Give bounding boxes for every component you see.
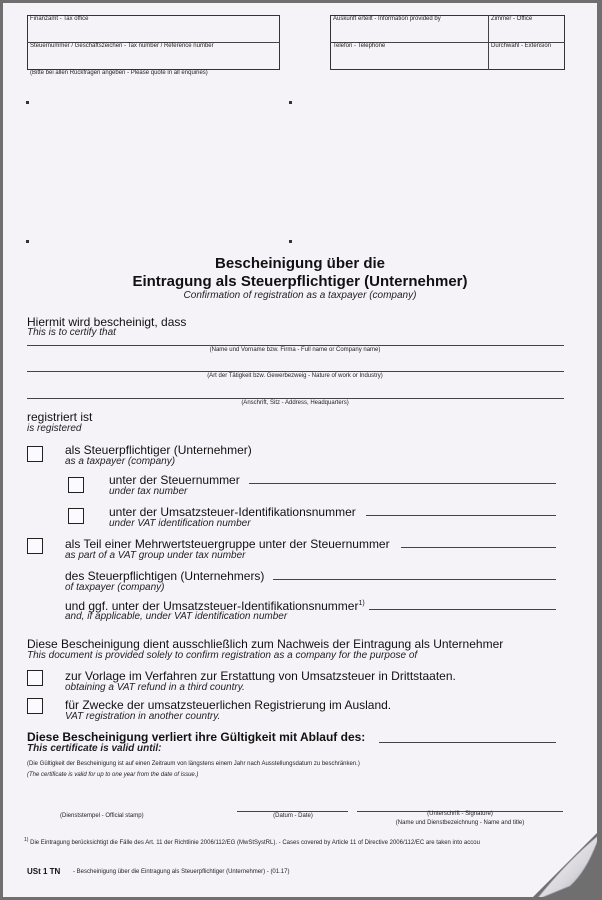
activity-field-label: (Art der Tätigkeit bzw. Gewerbezweig - Nature of work or Industry) — [207, 373, 383, 379]
validity-note-de: (Die Gültigkeit der Bescheinigung ist auf einen Zeitraum von längstens einem Jahr nach Ausstellungsdatum zu beschränken.) — [27, 761, 360, 767]
purpose-en: This document is provided solely to confirm registration as a company for the purpose of — [27, 650, 418, 661]
office-label: Zimmer - Office — [491, 16, 533, 22]
name-field-label: (Name und Vorname bzw. Firma - Full name or Company name) — [209, 347, 381, 353]
info-provided-label: Auskunft erteilt - Information provided by — [333, 16, 441, 22]
date-line[interactable] — [237, 811, 348, 812]
validity-de: Diese Bescheinigung verliert ihre Gültigkeit mit Ablauf des: — [27, 730, 366, 744]
vat-id-de: unter der Umsatzsteuer-Identifikationsnummer — [109, 505, 356, 519]
validity-date-line[interactable] — [379, 742, 556, 743]
certify-de: Hiermit wird bescheinigt, dass — [27, 315, 187, 329]
vat-group-en: as part of a VAT group under tax number — [65, 550, 246, 561]
address-field-label: (Anschrift, Sitz - Address, Headquarters) — [241, 400, 349, 406]
tax-number-de: unter der Steuernummer — [109, 473, 240, 487]
official-stamp-label: (Dienststempel - Official stamp) — [60, 813, 144, 819]
footnote: $^{1)}$ Die Eintragung berücksichtigt die Fälle des Art. 11 der Richtlinie 2006/112/EG (MwStSystRL). - Cases covered by Article 11 of Directive 2006/112/EC are taken into accou — [24, 837, 480, 846]
vat-id-checkbox[interactable] — [68, 508, 84, 524]
vat-group-line[interactable] — [401, 547, 556, 548]
form-code: USt 1 TN — [27, 867, 61, 876]
telephone-label: Telefon - Telephone — [333, 43, 386, 49]
corner-mark — [26, 101, 29, 104]
corner-mark — [289, 101, 292, 104]
of-taxpayer-en: of taxpayer (company) — [65, 582, 165, 593]
vat-id-en: under VAT identification number — [109, 518, 251, 529]
of-taxpayer-de: des Steuerpflichtigen (Unternehmers) — [65, 569, 265, 583]
validity-note-en: (The certificate is valid for up to one year from the date of issue.) — [27, 772, 199, 778]
registration-abroad-checkbox[interactable] — [27, 698, 43, 714]
and-vat-line[interactable] — [369, 609, 556, 610]
signature-label: (Unterschrift - Signature) — [427, 811, 493, 817]
refund-en: obtaining a VAT refund in a third country. — [65, 682, 245, 693]
and-vat-de: und ggf. unter der Umsatzsteuer-Identifikationsnummer$^{1)}$ — [65, 599, 365, 613]
taxpayer-checkbox[interactable] — [27, 446, 43, 462]
taxpayer-en: as a taxpayer (company) — [65, 456, 176, 467]
form-description: - Bescheinigung über die Eintragung als Steuerpflichtiger (Unternehmer) - (01.17) — [73, 869, 290, 875]
address-line — [27, 398, 564, 399]
title-line-1: Bescheinigung über die — [214, 255, 386, 272]
extension-label: Durchwahl - Extension — [491, 43, 552, 49]
title-english: Confirmation of registration as a taxpayer (company) — [183, 290, 417, 301]
activity-line — [27, 371, 564, 372]
page-curl-icon — [530, 830, 597, 897]
tax-number-line[interactable] — [249, 483, 556, 484]
abroad-en: VAT registration in another country. — [65, 711, 221, 722]
vat-group-de: als Teil einer Mehrwertsteuergruppe unter der Steuernummer — [65, 537, 390, 551]
purpose-de: Diese Bescheinigung dient ausschließlich zum Nachweis der Eintragung als Unternehmer — [27, 637, 504, 651]
date-label: (Datum - Date) — [273, 813, 313, 819]
document-page — [3, 3, 597, 897]
of-taxpayer-line[interactable] — [273, 579, 556, 580]
tax-number-label: Steuernummer / Geschäftszeichen - Tax number / Reference number — [30, 43, 214, 49]
tax-number-en: under tax number — [109, 486, 188, 497]
tax-office-label: Finanzamt - Tax office — [30, 16, 89, 22]
quote-note: (Bitte bei allen Rückfragen angeben - Please quote in all enquiries) — [30, 70, 208, 76]
registered-de: registriert ist — [27, 410, 93, 424]
and-vat-en: and, if applicable, under VAT identification number — [65, 611, 288, 622]
registered-en: is registered — [27, 423, 82, 434]
tax-number-checkbox[interactable] — [68, 477, 84, 493]
corner-mark — [26, 240, 29, 243]
refund-de: zur Vorlage im Verfahren zur Erstattung von Umsatzsteuer in Drittstaaten. — [65, 669, 456, 683]
validity-en: This certificate is valid until: — [27, 743, 162, 754]
corner-mark — [289, 240, 292, 243]
abroad-de: für Zwecke der umsatzsteuerlichen Registrierung im Ausland. — [65, 698, 392, 712]
vat-id-line[interactable] — [366, 515, 556, 516]
vat-group-checkbox[interactable] — [27, 538, 43, 554]
taxpayer-de: als Steuerpflichtiger (Unternehmer) — [65, 443, 252, 457]
name-line — [27, 345, 564, 346]
name-title-label: (Name und Dienstbezeichnung - Name and title) — [395, 820, 525, 826]
refund-checkbox[interactable] — [27, 670, 43, 686]
certify-en: This is to certify that — [27, 327, 116, 338]
title-line-2: Eintragung als Steuerpflichtiger (Unternehmer) — [132, 273, 468, 290]
